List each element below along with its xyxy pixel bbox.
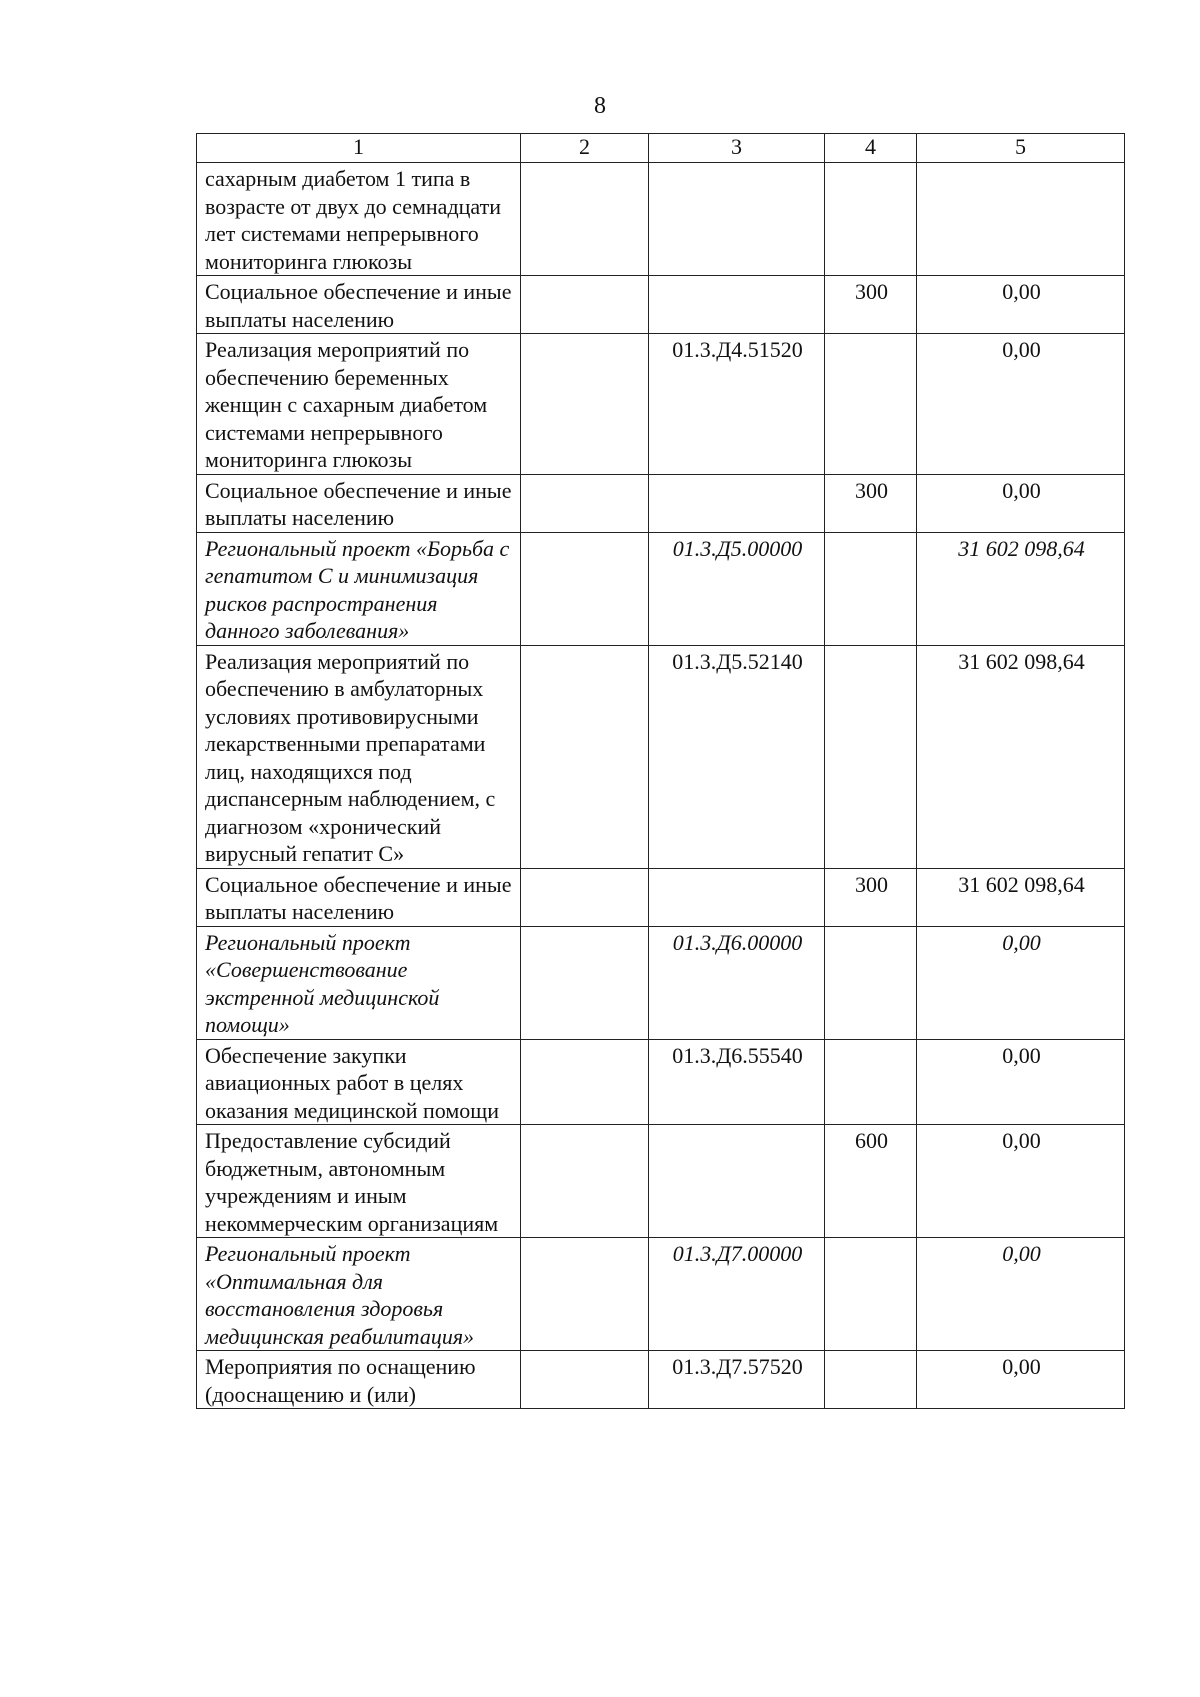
- row-col2-cell: [521, 1125, 649, 1238]
- table-body: [197, 163, 1125, 1409]
- table-row: [197, 1125, 1125, 1238]
- column-header-4: 4: [825, 134, 917, 163]
- table-row: [197, 645, 1125, 868]
- row-name-cell: Региональный проект «Борьба с гепатитом С и минимизация рисков распространения данного заболевания»: [197, 532, 521, 645]
- row-amount-cell: 31 602 098,64: [917, 532, 1125, 645]
- row-amount-cell: 0,00: [917, 276, 1125, 334]
- table-row: [197, 276, 1125, 334]
- row-type-cell: [825, 163, 917, 276]
- row-type-cell: [825, 334, 917, 475]
- row-type-cell: [825, 1238, 917, 1351]
- table-row: [197, 926, 1125, 1039]
- row-name-cell: Социальное обеспечение и иные выплаты населению: [197, 868, 521, 926]
- row-col2-cell: [521, 1039, 649, 1125]
- row-code-cell: [649, 276, 825, 334]
- row-col2-cell: [521, 645, 649, 868]
- row-type-cell: [825, 1039, 917, 1125]
- row-name-cell: Реализация мероприятий по обеспечению в амбулаторных условиях противовирусными лекарственными препаратами лиц, находящихся под диспансерным наблюдением, с диагнозом «хронический вирусный гепатит С»: [197, 645, 521, 868]
- row-name-cell: Реализация мероприятий по обеспечению беременных женщин с сахарным диабетом системами непрерывного мониторинга глюкозы: [197, 334, 521, 475]
- row-type-cell: [825, 532, 917, 645]
- row-name-cell: Региональный проект «Совершенствование экстренной медицинской помощи»: [197, 926, 521, 1039]
- table-row: [197, 532, 1125, 645]
- table-row: [197, 1351, 1125, 1409]
- row-col2-cell: [521, 474, 649, 532]
- row-amount-cell: 31 602 098,64: [917, 868, 1125, 926]
- row-type-cell: 300: [825, 276, 917, 334]
- row-col2-cell: [521, 1238, 649, 1351]
- row-code-cell: [649, 474, 825, 532]
- column-header-2: 2: [521, 134, 649, 163]
- row-amount-cell: 0,00: [917, 926, 1125, 1039]
- row-type-cell: [825, 645, 917, 868]
- row-type-cell: [825, 926, 917, 1039]
- row-name-cell: Социальное обеспечение и иные выплаты населению: [197, 474, 521, 532]
- page-number: 8: [594, 93, 606, 119]
- row-amount-cell: 0,00: [917, 1238, 1125, 1351]
- row-code-cell: 01.3.Д7.57520: [649, 1351, 825, 1409]
- row-amount-cell: [917, 163, 1125, 276]
- row-col2-cell: [521, 334, 649, 475]
- row-col2-cell: [521, 1351, 649, 1409]
- row-type-cell: 300: [825, 868, 917, 926]
- row-amount-cell: 0,00: [917, 1351, 1125, 1409]
- row-code-cell: 01.3.Д5.00000: [649, 532, 825, 645]
- row-col2-cell: [521, 868, 649, 926]
- row-code-cell: [649, 1125, 825, 1238]
- table-row: [197, 1039, 1125, 1125]
- row-code-cell: 01.3.Д6.00000: [649, 926, 825, 1039]
- row-type-cell: [825, 1351, 917, 1409]
- row-type-cell: 300: [825, 474, 917, 532]
- table-row: [197, 1238, 1125, 1351]
- table-header-row: [197, 134, 1125, 163]
- row-amount-cell: 0,00: [917, 474, 1125, 532]
- row-code-cell: [649, 163, 825, 276]
- row-code-cell: 01.3.Д5.52140: [649, 645, 825, 868]
- row-amount-cell: 31 602 098,64: [917, 645, 1125, 868]
- row-amount-cell: 0,00: [917, 334, 1125, 475]
- row-name-cell: Региональный проект «Оптимальная для восстановления здоровья медицинская реабилитация»: [197, 1238, 521, 1351]
- row-name-cell: Предоставление субсидий бюджетным, автономным учреждениям и иным некоммерческим организациям: [197, 1125, 521, 1238]
- column-header-3: 3: [649, 134, 825, 163]
- row-amount-cell: 0,00: [917, 1039, 1125, 1125]
- table-row: [197, 334, 1125, 475]
- row-code-cell: 01.3.Д6.55540: [649, 1039, 825, 1125]
- row-col2-cell: [521, 926, 649, 1039]
- table-row: [197, 163, 1125, 276]
- row-name-cell: сахарным диабетом 1 типа в возрасте от двух до семнадцати лет системами непрерывного мониторинга глюкозы: [197, 163, 521, 276]
- row-name-cell: Мероприятия по оснащению (дооснащению и (или): [197, 1351, 521, 1409]
- row-col2-cell: [521, 532, 649, 645]
- table-row: [197, 474, 1125, 532]
- column-header-1: 1: [197, 134, 521, 163]
- row-code-cell: 01.3.Д7.00000: [649, 1238, 825, 1351]
- row-code-cell: [649, 868, 825, 926]
- row-amount-cell: 0,00: [917, 1125, 1125, 1238]
- column-header-5: 5: [917, 134, 1125, 163]
- row-col2-cell: [521, 276, 649, 334]
- row-name-cell: Обеспечение закупки авиационных работ в целях оказания медицинской помощи: [197, 1039, 521, 1125]
- row-col2-cell: [521, 163, 649, 276]
- row-code-cell: 01.3.Д4.51520: [649, 334, 825, 475]
- row-name-cell: Социальное обеспечение и иные выплаты населению: [197, 276, 521, 334]
- budget-table: [196, 133, 1125, 1409]
- row-type-cell: 600: [825, 1125, 917, 1238]
- table-row: [197, 868, 1125, 926]
